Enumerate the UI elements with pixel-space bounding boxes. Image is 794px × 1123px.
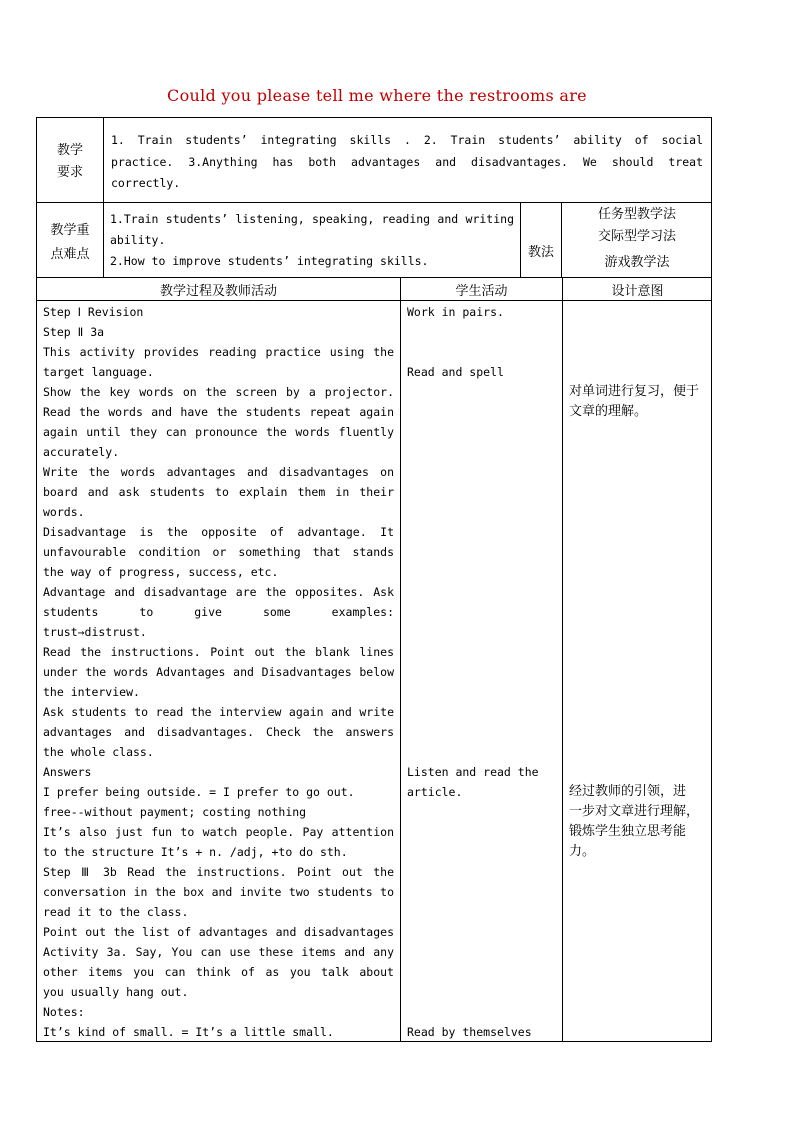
key-points-text [110,209,514,272]
process-line: again until they can pronounce the words fluently [43,425,394,439]
objectives-label [37,140,103,184]
process-line: the way of progress, success, etc. [43,565,279,579]
process-line: board and ask students to explain them in their [43,485,394,499]
column-header-design: 设计意图 [611,284,664,299]
process-line: to the structure It’s + n. /adj, +to do sth. [43,845,348,859]
objectives-line: 1. Train students’ integrating skills . 2. Train students’ ability of social [111,133,703,147]
design-note-line: 一步对文章进行理解， [569,804,700,819]
design-note-line: 锻炼学生独立思考能 [569,824,687,839]
design-note [569,782,709,862]
student-activity-line: Listen and read the [407,765,539,779]
process-line: I prefer being outside. = I prefer to go out. [43,785,355,799]
process-line: Show the key words on the screen by a projector. [43,385,394,399]
column-header-student: 学生活动 [455,284,508,299]
process-line: accurately. [43,445,120,459]
process-line: Activity 3a. Say, You can use these items and any [43,945,394,959]
column-divider-1 [400,277,401,1042]
column-header-process: 教学过程及教师活动 [159,284,277,299]
process-line: students to give some examples: [43,605,394,619]
process-line: Write the words advantages and disadvantages on [43,465,394,479]
objectives-line: correctly. [111,176,181,190]
process-line: conversation in the box and invite two students to [43,885,394,899]
process-line: the interview. [43,685,140,699]
process-line: the whole class. [43,745,154,759]
process-line: Read the instructions. Point out the blank lines [43,645,394,659]
process-line: advantages and disadvantages. Check the answers [43,725,394,739]
objectives-line: practice. 3.Anything has both advantages and disadvantages. We should treat [111,154,703,169]
process-line: unfavourable condition or something that stands [43,545,394,559]
document-title: Could you please tell me where the restrooms are [167,86,587,105]
process-line: under the words Advantages and Disadvantages below [43,665,394,679]
key-points-line: 1.Train students’ listening, speaking, reading and writing [110,212,514,226]
process-line: target language. [43,365,154,379]
process-line: Step Ⅰ Revision [43,305,144,319]
process-line: Disadvantage is the opposite of advantage. It [43,525,394,539]
design-note-line: 力。 [569,844,596,859]
objectives-divider [103,117,104,203]
column-divider-2 [562,277,563,1042]
process-line: you usually hang out. [43,985,189,999]
method-label: 教法 [527,245,554,260]
process-line: This activity provides reading practice using the [43,345,394,359]
process-line: words. [43,505,85,519]
objectives-label-line1: 教学 [56,143,83,158]
process-line: Step Ⅱ 3a [43,325,105,339]
design-note [569,382,709,422]
process-line: trust→distrust. [43,625,147,639]
methods-list [562,204,712,274]
key-points-line: ability. [110,233,166,247]
process-line: Notes: [43,1005,85,1019]
process-line: It’s also just fun to watch people. Pay attention [43,825,394,839]
objectives-label-line2: 要求 [56,165,83,180]
key-points-line: 2.How to improve students’ integrating skills. [110,254,429,268]
process-line: Advantage and disadvantage are the opposites. Ask [43,585,394,599]
design-note-line: 对单词进行复习，便于 [569,384,700,399]
student-activity: Work in pairs. [407,305,504,319]
method-item: 游戏教学法 [604,255,670,270]
process-line: It’s kind of small. = It’s a little small. [43,1025,334,1039]
design-note-line: 经过教师的引领，进 [569,784,687,799]
process-line: read it to the class. [43,905,189,919]
method-item: 交际型学习法 [597,229,676,244]
process-line: Ask students to read the interview again and write [43,705,394,719]
student-activity [407,762,557,802]
key-points-label [37,219,103,267]
student-activity: Read and spell [407,365,504,379]
process-line: other items you can think of as you talk about [43,965,394,979]
process-column [43,302,394,1042]
method-item: 任务型教学法 [597,207,676,222]
design-note-line: 文章的理解。 [569,404,648,419]
process-line: Read the words and have the students repeat again [43,405,394,419]
key-points-label-line1: 教学重 [50,223,90,238]
key-points-divider-2 [520,202,521,278]
student-activity-line: article. [407,785,463,799]
process-line: free--without payment; costing nothing [43,805,307,819]
key-points-divider-1 [103,202,104,278]
objectives-text [111,130,703,195]
key-points-label-line2: 点难点 [50,247,90,262]
process-line: Answers [43,765,92,779]
process-line: Step Ⅲ 3b Read the instructions. Point out the [43,865,394,879]
process-line: Point out the list of advantages and disadvantages [43,925,394,939]
student-activity: Read by themselves [407,1025,532,1039]
header-divider [36,300,712,301]
